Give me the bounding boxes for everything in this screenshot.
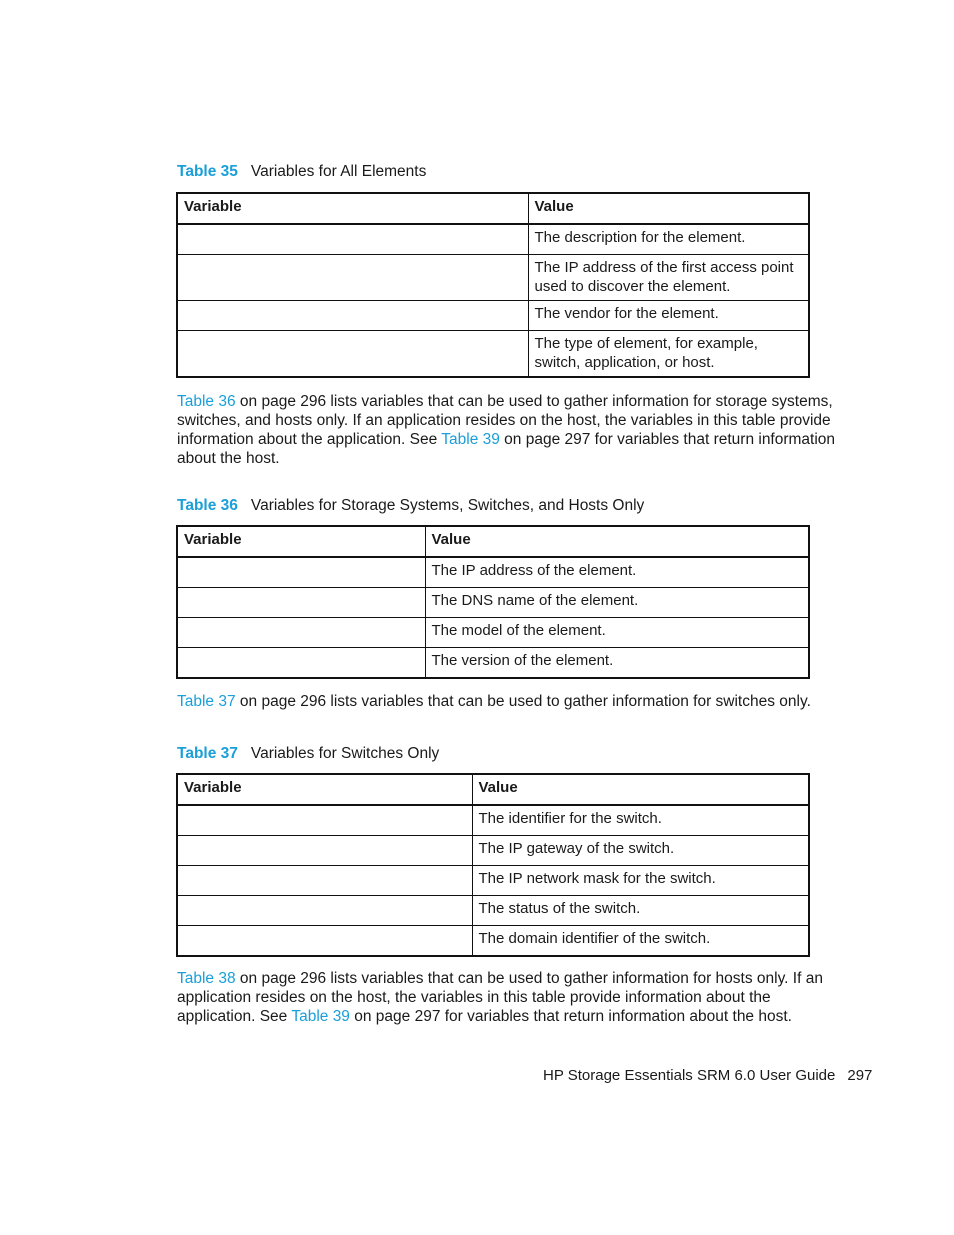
table-37 — [176, 773, 810, 957]
column-header-variable: Variable — [177, 526, 425, 557]
variable-cell — [177, 255, 528, 301]
table-35-number: Table 35 — [177, 163, 238, 180]
table-row — [177, 331, 809, 378]
value-cell: The vendor for the element. — [528, 301, 809, 331]
table-37-link[interactable]: Table 37 — [177, 693, 236, 710]
column-header-variable: Variable — [177, 193, 528, 224]
column-header-variable: Variable — [177, 774, 472, 805]
table-row — [177, 648, 809, 679]
value-cell: The IP address of the element. — [425, 557, 809, 588]
table-row — [177, 926, 809, 957]
page-number: 297 — [847, 1067, 873, 1084]
table-36-title: Variables for Storage Systems, Switches, and Hosts Only — [250, 497, 645, 514]
paragraph-text: on page 297 for variables that return information about the host. — [177, 431, 836, 467]
table-row — [177, 896, 809, 926]
variable-cell — [177, 557, 425, 588]
table-row — [177, 301, 809, 331]
table-35-caption — [177, 162, 426, 182]
value-cell: The identifier for the switch. — [472, 805, 809, 836]
table-header-row — [177, 193, 809, 224]
value-cell: The status of the switch. — [472, 896, 809, 926]
table-37-title: Variables for Switches Only — [250, 745, 440, 762]
variable-cell — [177, 836, 472, 866]
variable-cell — [177, 805, 472, 836]
table-36-link[interactable]: Table 36 — [177, 393, 236, 410]
table-36-number: Table 36 — [177, 497, 238, 514]
paragraph-text: on page 296 lists variables that can be used to gather information for hosts only. If an application resides on the host, the variables in this table provide information about the application. See — [177, 970, 823, 1025]
guide-title: HP Storage Essentials SRM 6.0 User Guide — [543, 1067, 836, 1084]
table-row — [177, 255, 809, 301]
value-cell: The version of the element. — [425, 648, 809, 679]
column-header-value: Value — [528, 193, 809, 224]
table-row — [177, 557, 809, 588]
page-footer — [543, 1066, 872, 1086]
value-cell: The IP address of the first access point used to discover the element. — [528, 255, 809, 301]
table-38-link[interactable]: Table 38 — [177, 970, 236, 987]
value-cell: The description for the element. — [528, 224, 809, 255]
table-row — [177, 836, 809, 866]
table-39-link[interactable]: Table 39 — [441, 431, 500, 448]
table-row — [177, 866, 809, 896]
table-36-caption — [177, 496, 644, 516]
column-header-value: Value — [425, 526, 809, 557]
paragraph-text: on page 297 for variables that return information about the host. — [349, 1008, 792, 1025]
table-header-row — [177, 526, 809, 557]
variable-cell — [177, 926, 472, 957]
variable-cell — [177, 896, 472, 926]
paragraph-table-36-intro — [177, 392, 842, 468]
variable-cell — [177, 301, 528, 331]
table-row — [177, 805, 809, 836]
value-cell: The type of element, for example, switch, application, or host. — [528, 331, 809, 378]
paragraph-table-38-intro — [177, 969, 842, 1026]
value-cell: The model of the element. — [425, 618, 809, 648]
table-35-title: Variables for All Elements — [250, 163, 427, 180]
variable-cell — [177, 866, 472, 896]
value-cell: The domain identifier of the switch. — [472, 926, 809, 957]
variable-cell — [177, 224, 528, 255]
table-row — [177, 224, 809, 255]
table-36 — [176, 525, 810, 679]
value-cell: The IP network mask for the switch. — [472, 866, 809, 896]
table-39-link[interactable]: Table 39 — [291, 1008, 350, 1025]
table-row — [177, 618, 809, 648]
value-cell: The IP gateway of the switch. — [472, 836, 809, 866]
paragraph-table-37-intro — [177, 692, 842, 711]
variable-cell — [177, 331, 528, 378]
table-37-caption — [177, 744, 439, 764]
table-35 — [176, 192, 810, 378]
variable-cell — [177, 648, 425, 679]
table-header-row — [177, 774, 809, 805]
variable-cell — [177, 618, 425, 648]
paragraph-text: on page 296 lists variables that can be used to gather information for storage systems, switches, and hosts only. If an application resides on the host, the variables in this table provide information about the application. See — [177, 393, 833, 448]
table-row — [177, 588, 809, 618]
table-37-number: Table 37 — [177, 745, 238, 762]
value-cell: The DNS name of the element. — [425, 588, 809, 618]
paragraph-text: on page 296 lists variables that can be used to gather information for switches only. — [235, 693, 811, 710]
column-header-value: Value — [472, 774, 809, 805]
variable-cell — [177, 588, 425, 618]
